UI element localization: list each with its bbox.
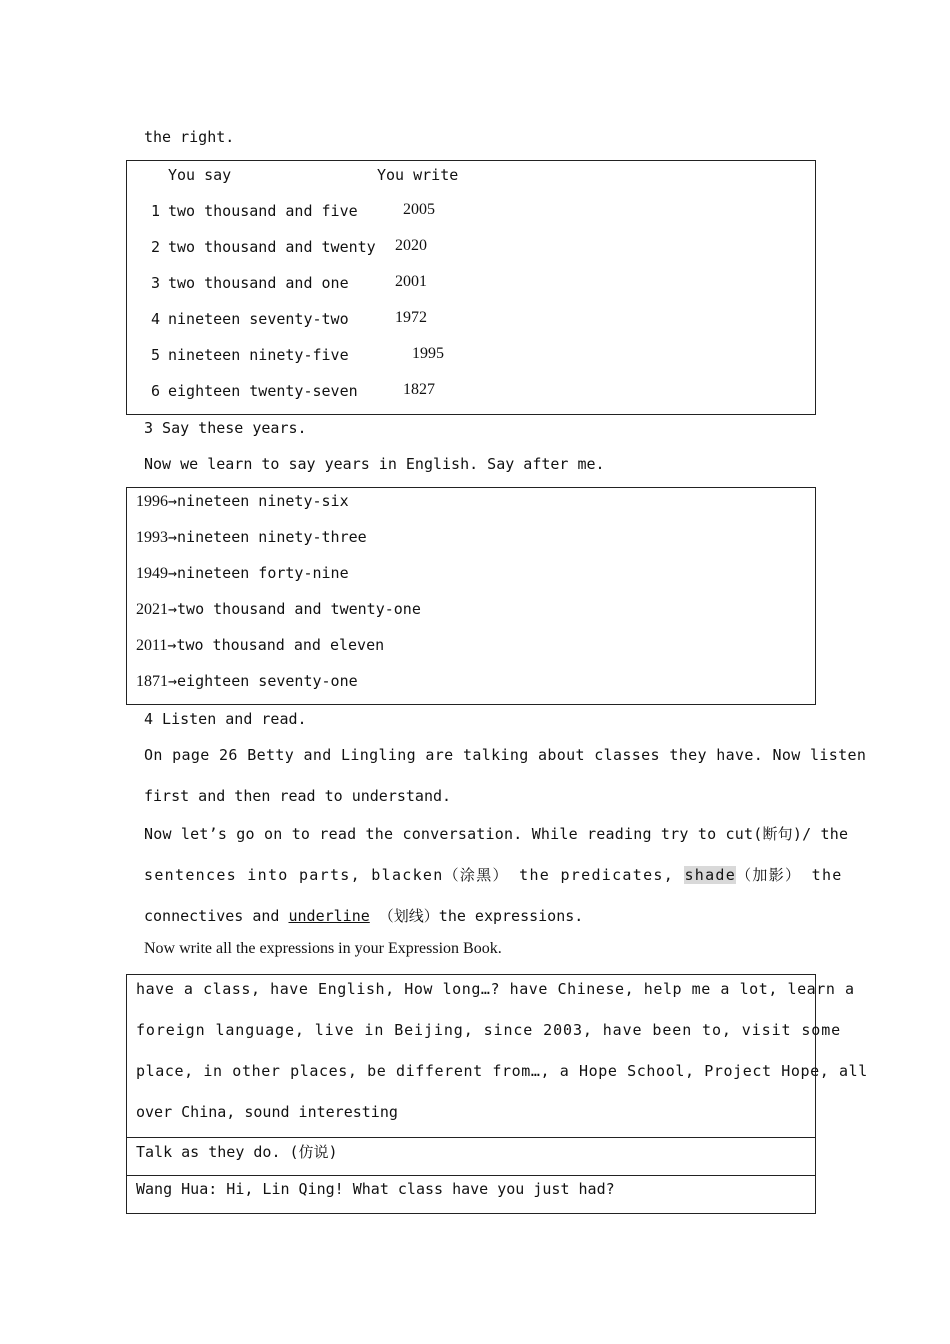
talk-instruction: Talk as they do. (仿说) <box>136 1143 338 1161</box>
arrow-icon: → <box>168 492 178 510</box>
row-say: nineteen ninety-five <box>168 346 349 364</box>
expression-line: have a class, have English, How long…? have Chinese, help me a lot, learn a <box>136 980 855 998</box>
year-words: two thousand and eleven <box>176 636 385 654</box>
row-divider <box>127 1137 815 1138</box>
expression-line: over China, sound interesting <box>136 1103 398 1121</box>
year-words: nineteen ninety-six <box>177 492 349 510</box>
section3-instruction: Now we learn to say years in English. Say after me. <box>144 455 605 473</box>
years-table <box>126 160 816 415</box>
section4-para2-line1: Now let’s go on to read the conversation. While reading try to cut(断句)/ the <box>144 825 849 843</box>
year-row <box>136 528 367 547</box>
row-write: 1972 <box>395 309 427 326</box>
year-row <box>136 636 384 655</box>
expression-book-instruction: Now write all the expressions in your Expression Book. <box>144 940 502 957</box>
row-write: 1827 <box>403 381 435 398</box>
arrow-icon: → <box>168 564 178 582</box>
year-row <box>136 492 349 511</box>
year-number: 2011 <box>136 637 168 654</box>
row-write: 2005 <box>403 201 435 218</box>
row-say: eighteen twenty-seven <box>168 382 358 400</box>
row-say: two thousand and one <box>168 274 349 292</box>
arrow-icon: → <box>168 672 178 690</box>
arrow-icon: → <box>168 600 178 618</box>
year-number: 1993 <box>136 529 168 546</box>
year-words: nineteen forty-nine <box>177 564 349 582</box>
year-number: 1949 <box>136 565 168 582</box>
row-number: 5 <box>151 346 161 364</box>
row-number: 2 <box>151 238 161 256</box>
dialog-line: Wang Hua: Hi, Lin Qing! What class have you just had? <box>136 1180 615 1198</box>
header-you-write: You write <box>377 166 459 184</box>
row-say: nineteen seventy-two <box>168 310 349 328</box>
arrow-icon: → <box>168 528 178 546</box>
row-say: two thousand and twenty <box>168 238 376 256</box>
section4-para2-line2 <box>144 864 843 885</box>
row-say: two thousand and five <box>168 202 358 220</box>
para2-text: connectives and <box>144 907 280 925</box>
expression-line: place, in other places, be different from…, a Hope School, Project Hope, all <box>136 1062 868 1080</box>
row-write: 2020 <box>395 237 427 254</box>
row-number: 6 <box>151 382 161 400</box>
row-number: 1 <box>151 202 161 220</box>
row-number: 4 <box>151 310 161 328</box>
year-row <box>136 564 349 583</box>
para2-text: sentences into parts, blacken（涂黑） the predicates, <box>144 866 675 884</box>
year-row <box>136 600 421 619</box>
arrow-icon: → <box>167 636 177 654</box>
row-number: 3 <box>151 274 161 292</box>
year-row <box>136 672 358 691</box>
row-write: 1995 <box>412 345 444 362</box>
shade-term: shade <box>684 866 737 884</box>
row-write: 2001 <box>395 273 427 290</box>
year-number: 2021 <box>136 601 168 618</box>
year-words: eighteen seventy-one <box>177 672 358 690</box>
para2-text: （划线）the expressions. <box>369 907 584 925</box>
para2-text: （加影） the <box>736 866 843 884</box>
section4-para1-line1: On page 26 Betty and Lingling are talking about classes they have. Now listen <box>144 746 867 764</box>
say-years-table <box>126 487 816 705</box>
section4-para2-line3 <box>144 905 583 926</box>
year-number: 1871 <box>136 673 168 690</box>
intro-tail-text: the right. <box>144 128 235 146</box>
section3-heading: 3 Say these years. <box>144 419 307 437</box>
row-divider <box>127 1175 815 1176</box>
section4-heading: 4 Listen and read. <box>144 710 307 728</box>
year-words: nineteen ninety-three <box>177 528 367 546</box>
year-words: two thousand and twenty-one <box>177 600 421 618</box>
underline-term: underline <box>288 907 370 925</box>
expression-line: foreign language, live in Beijing, since 2003, have been to, visit some <box>136 1021 842 1039</box>
header-you-say: You say <box>168 166 232 184</box>
year-number: 1996 <box>136 493 168 510</box>
section4-para1-line2: first and then read to understand. <box>144 787 452 805</box>
expressions-table <box>126 974 868 1214</box>
